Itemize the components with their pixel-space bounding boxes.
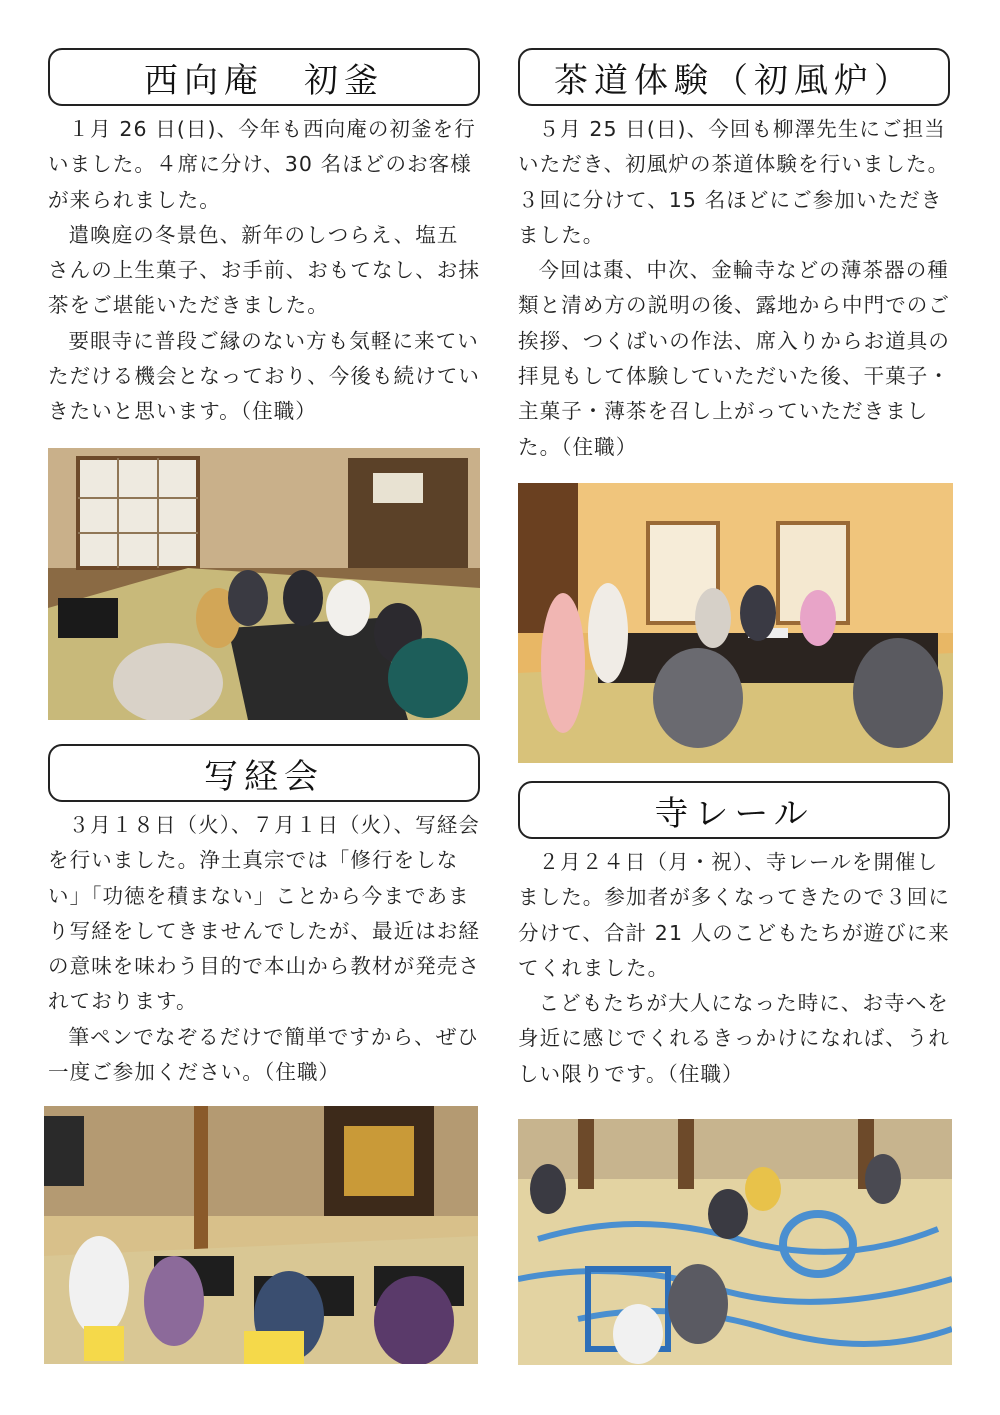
article-tera-rail <box>518 781 950 1092</box>
paragraph: ２月２４日（月・祝）、寺レールを開催しました。参加者が多くなってきたので３回に分けて、合計 21 人のこどもたちが遊びに来てくれました。 <box>518 850 950 980</box>
article-sado-taiken <box>518 48 950 465</box>
paragraph: ３月１８日（火）、７月１日（火）、写経会を行いました。浄土真宗では「修行をしない」「功徳を積まない」ことから今まであまり写経をしてきませんでしたが、最近はお経の意味を味わう目的で本山から教材が発売されております。 <box>48 813 480 1014</box>
paragraph: 今回は棗、中次、金輪寺などの薄茶器の種類と清め方の説明の後、露地から中門でのご挨拶、つくばいの作法、席入りからお道具の拝見もして体験していただいた後、干菓子・主菓子・薄茶を召し上がっていただきました。（住職） <box>518 258 950 459</box>
article-body <box>518 845 950 1092</box>
article-hatsugama <box>48 48 480 430</box>
article-body <box>518 112 950 465</box>
paragraph: １月 26 日(日)、今年も西向庵の初釜を行いました。４席に分け、30 名ほどのお客様が来られました。 <box>48 117 476 212</box>
photo-tea-ceremony-room <box>48 448 480 720</box>
photo-sutra-copying <box>44 1106 478 1364</box>
paragraph: ５月 25 日(日)、今回も柳澤先生にご担当いただき、初風炉の茶道体験を行いました。３回に分けて、15 名ほどにご参加いただきました。 <box>518 117 950 247</box>
article-title: 写経会 <box>48 744 480 802</box>
article-title: 茶道体験（初風炉） <box>518 48 950 106</box>
article-title: 寺レール <box>518 781 950 839</box>
article-body <box>48 808 480 1090</box>
paragraph: 遣喚庭の冬景色、新年のしつらえ、塩五さんの上生菓子、お手前、おもてなし、お抹茶をご堪能いただきました。 <box>48 222 480 318</box>
paragraph: こどもたちが大人になった時に、お寺へを身近に感じでくれるきっかけになれば、うれしい限りです。（住職） <box>518 991 950 1086</box>
photo-tea-experience <box>518 483 953 763</box>
article-body <box>48 112 480 430</box>
article-shakyo <box>48 744 480 1090</box>
article-title: 西向庵 初釜 <box>48 48 480 106</box>
photo-train-play <box>518 1119 952 1365</box>
paragraph: 筆ペンでなぞるだけで簡単ですから、ぜひ一度ご参加ください。（住職） <box>48 1024 479 1085</box>
paragraph: 要眼寺に普段ご縁のない方も気軽に来ていただける機会となっており、今後も続けていきたいと思います。（住職） <box>48 328 480 424</box>
